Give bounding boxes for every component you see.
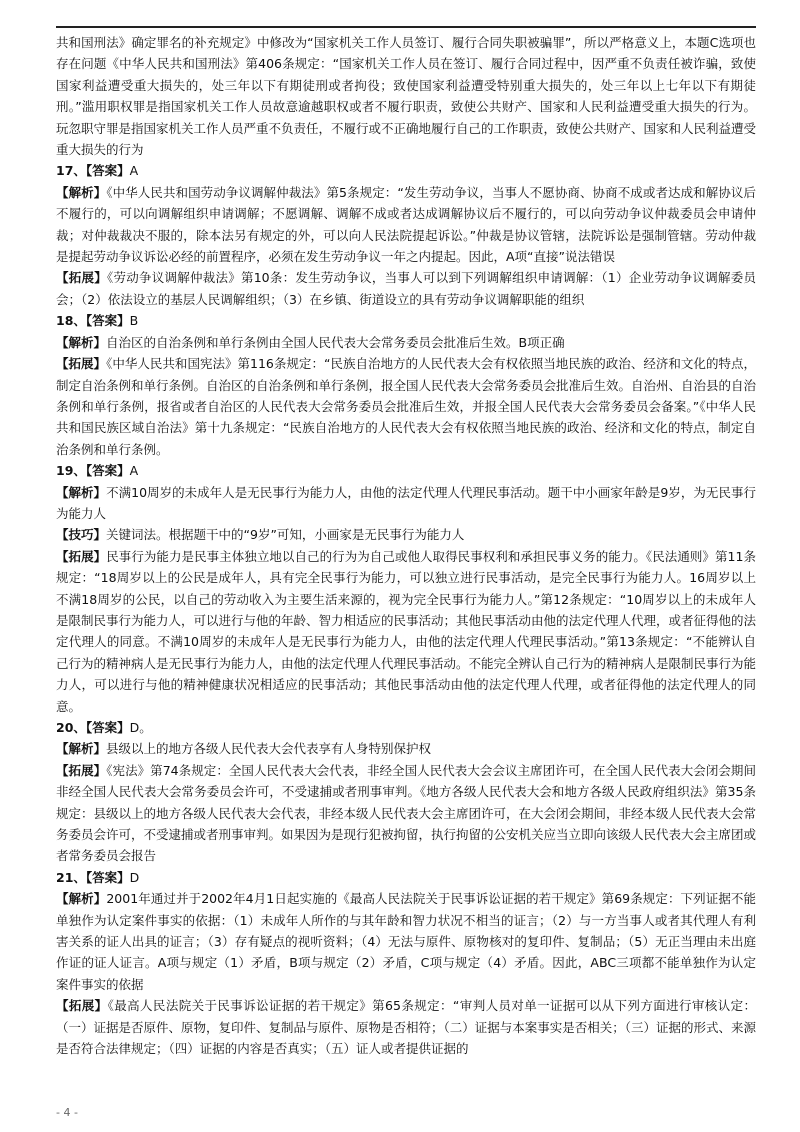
- extension-tag: 【拓展】: [56, 356, 107, 372]
- answer-value: B: [129, 313, 139, 329]
- answer-value: D。: [129, 720, 152, 735]
- page-number: - 4 -: [56, 1106, 78, 1119]
- question-19-answer: [56, 460, 756, 481]
- question-21-analysis: [56, 888, 756, 995]
- question-number: 21、: [56, 869, 86, 885]
- analysis-text: 自治区的自治条例和单行条例由全国人民代表大会常务委员会批准后生效。B项正确: [106, 334, 565, 350]
- question-19-technique: [56, 524, 756, 545]
- analysis-tag: 【解析】: [56, 334, 107, 350]
- document-page: [56, 0, 756, 1132]
- question-20-answer: [56, 717, 756, 738]
- analysis-tag: 【解析】: [56, 741, 107, 757]
- answer-tag: 【答案】: [85, 720, 130, 735]
- question-17-analysis: [56, 182, 756, 268]
- answer-value: A: [129, 163, 139, 179]
- question-18-extension: [56, 353, 756, 460]
- question-21-answer: [56, 867, 756, 888]
- page-content: [56, 32, 756, 1060]
- question-number: 19、: [56, 463, 86, 479]
- extension-text: 《劳动争议调解仲裁法》第10条：发生劳动争议，当事人可以到下列调解组织申请调解：（1）企业劳动争议调解委员会；（2）依法设立的基层人民调解组织；（3）在乡镇、街道设立的具有劳动争议调解职能的组织: [56, 270, 756, 307]
- extension-tag: 【拓展】: [56, 548, 107, 564]
- extension-tag: 【拓展】: [56, 270, 107, 286]
- extension-text: 民事行为能力是民事主体独立地以自己的行为为自己或他人取得民事权利和承担民事义务的能力。《民法通则》第11条规定：“18周岁以上的公民是成年人，具有完全民事行为能力，可以独立进行民事活动，是完全民事行为能力人。16周岁以上不满18周岁的公民，以自己的劳动收入为主要生活来源的，视为完全民事行为能力人。”第12条规定：“10周岁以上的未成年人是限制民事行为能力人，可以进行与他的年龄、智力相适应的民事活动；其他民事活动由他的法定代理人代理，或者征得他的法定代理人的同意。不满10周岁的未成年人是无民事行为能力人，由他的法定代理人代理民事活动。”第13条规定：“不能辨认自己行为的精神病人是无民事行为能力人，由他的法定代理人代理民事活动。不能完全辨认自己行为的精神病人是限制民事行为能力人，可以进行与他的精神健康状况相适应的民事活动；其他民事活动由他的法定代理人代理，或者征得他的法定代理人的同意。: [56, 548, 757, 714]
- analysis-tag: 【解析】: [56, 184, 107, 200]
- analysis-text: 县级以上的地方各级人民代表大会代表享有人身特别保护权: [106, 741, 432, 757]
- extension-tag: 【拓展】: [56, 998, 108, 1014]
- question-20-extension: [56, 760, 756, 867]
- question-18-analysis: [56, 332, 756, 353]
- extension-text: 《宪法》第74条规定：全国人民代表大会代表，非经全国人民代表大会会议主席团许可，在全国人民代表大会闭会期间非经全国人民代表大会常务委员会许可，不受逮捕或者刑事审判。《地方各级人民代表大会和地方各级人民政府组织法》第35条规定：县级以上的地方各级人民代表大会代表，非经本级人民代表大会主席团许可，在大会闭会期间，非经本级人民代表大会常务委员会许可，不受逮捕或者刑事审判。如果因为是现行犯被拘留，执行拘留的公安机关应当立即向该级人民代表大会主席团或者常务委员会报告: [56, 762, 757, 864]
- question-17-answer: [56, 160, 756, 181]
- question-20-analysis: [56, 738, 756, 759]
- header-rule: [56, 26, 756, 28]
- extension-tag: 【拓展】: [56, 762, 107, 778]
- analysis-tag: 【解析】: [56, 484, 107, 500]
- analysis-text: 《中华人民共和国劳动争议调解仲裁法》第5条规定：“发生劳动争议，当事人不愿协商、协商不成或者达成和解协议后不履行的，可以向调解组织申请调解；不愿调解、调解不成或者达成调解协议后不履行的，可以向劳动争议仲裁委员会申请仲裁；对仲裁裁决不服的，除本法另有规定的外，可以向人民法院提起诉讼。”仲裁是协议管辖，法院诉讼是强制管辖。劳动仲裁是提起劳动争议诉讼必经的前置程序，必须在发生劳动争议一年之内提起。因此，A项“直接”说法错误: [56, 184, 756, 265]
- question-18-answer: [56, 310, 756, 331]
- analysis-text: 2001年通过并于2002年4月1日起实施的《最高人民法院关于民事诉讼证据的若干规定》第69条规定：下列证据不能单独作为认定案件事实的依据：（1）未成年人所作的与其年龄和智力状况不相当的证言；（2）与一方当事人或者其代理人有利害关系的证人出具的证言；（3）存有疑点的视听资料；（4）无法与原件、原物核对的复印件、复制品；（5）无正当理由未出庭作证的证人证言。A项与规定（1）矛盾，B项与规定（2）矛盾，C项与规定（4）矛盾。因此，ABC三项都不能单独作为认定案件事实的依据: [56, 891, 756, 992]
- question-19-extension: [56, 546, 756, 717]
- answer-value: A: [129, 463, 139, 479]
- extension-text: 《中华人民共和国宪法》第116条规定：“民族自治地方的人民代表大会有权依照当地民族的政治、经济和文化的特点，制定自治条例和单行条例。自治区的自治条例和单行条例，报全国人民代表大会常务委员会批准后生效。自治州、自治县的自治条例和单行条例，报省或者自治区的人民代表大会常务委员会批准后生效，并报全国人民代表大会常务委员会备案。”《中华人民共和国民族区域自治法》第十九条规定：“民族自治地方的人民代表大会有权依照当地民族的政治、经济和文化的特点，制定自治条例和单行条例。: [56, 356, 757, 457]
- question-number: 17、: [56, 163, 86, 179]
- question-number: 20、: [56, 720, 86, 735]
- question-19-analysis: [56, 482, 756, 525]
- intro-paragraph: 共和国刑法》确定罪名的补充规定》中修改为“国家机关工作人员签订、履行合同失职被骗罪”，所以严格意义上，本题C选项也存在问题《中华人民共和国刑法》第406条规定：“国家机关工作人员在签订、履行合同过程中，因严重不负责任被诈骗，致使国家利益遭受重大损失的，处三年以下有期徒刑或者拘役；致使国家利益遭受特别重大损失的，处三年以上七年以下有期徒刑。”滥用职权罪是指国家机关工作人员故意逾越职权或者不履行职责，致使公共财产、国家和人民利益遭受重大损失的行为。玩忽职守罪是指国家机关工作人员严重不负责任，不履行或不正确地履行自己的工作职责，致使公共财产、国家和人民利益遭受重大损失的行为: [56, 35, 757, 158]
- answer-tag: 【答案】: [85, 463, 130, 479]
- analysis-text: 不满10周岁的未成年人是无民事行为能力人，由他的法定代理人代理民事活动。题干中小画家年龄是9岁，为无民事行为能力人: [56, 484, 756, 521]
- extension-text: 《最高人民法院关于民事诉讼证据的若干规定》第65条规定：“审判人员对单一证据可以从下列方面进行审核认定：（一）证据是否原件、原物，复印件、复制品与原件、原物是否相符；（二）证据与本案事实是否相关；（三）证据的形式、来源是否符合法律规定；（四）证据的内容是否真实；（五）证人或者提供证据的: [56, 998, 757, 1057]
- technique-text: 关键词法。根据题干中的“9岁”可知，小画家是无民事行为能力人: [106, 527, 465, 543]
- answer-tag: 【答案】: [85, 869, 130, 885]
- answer-tag: 【答案】: [85, 313, 130, 329]
- answer-tag: 【答案】: [85, 163, 130, 179]
- question-number: 18、: [56, 313, 86, 329]
- analysis-tag: 【解析】: [56, 891, 107, 907]
- answer-value: D: [129, 869, 140, 885]
- question-17-extension: [56, 267, 756, 310]
- question-21-extension: [56, 995, 756, 1059]
- technique-tag: 【技巧】: [56, 527, 107, 543]
